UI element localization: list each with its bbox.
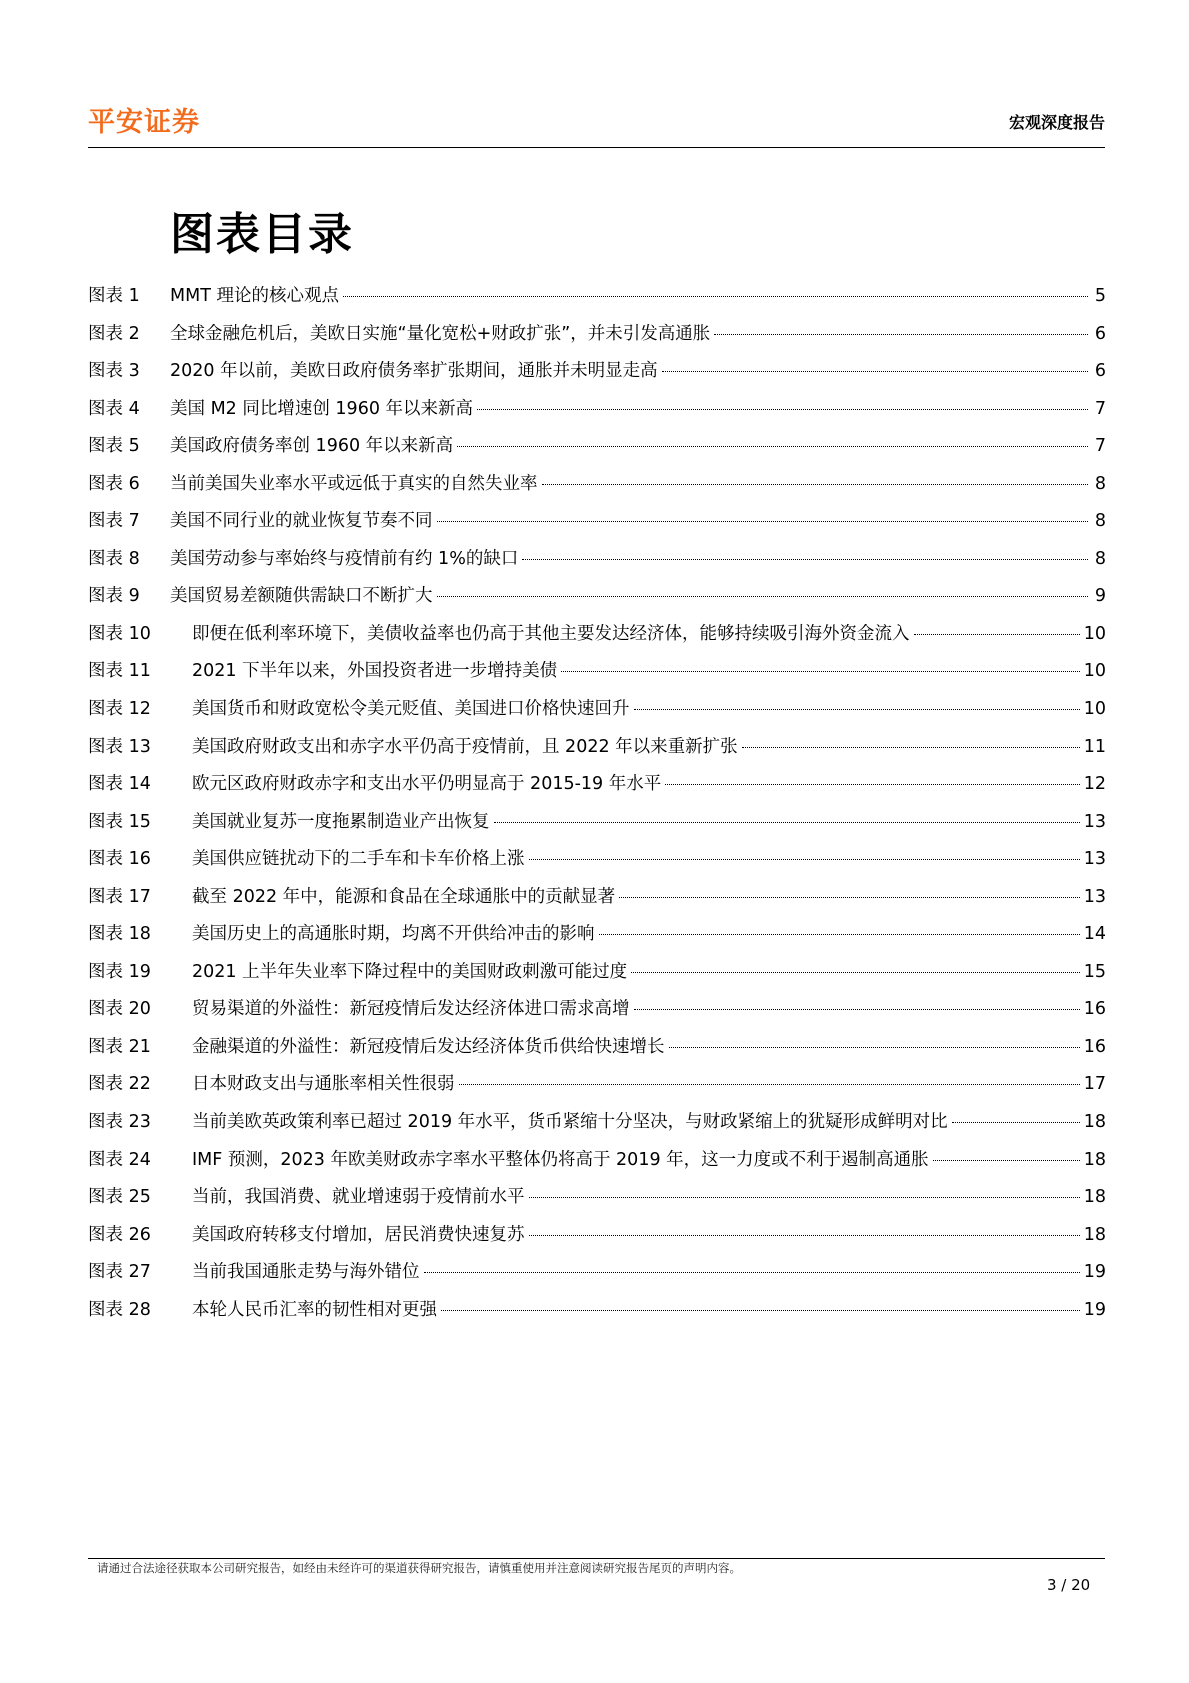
toc-dot-leader	[459, 1084, 1080, 1085]
toc-dot-leader	[529, 1197, 1080, 1198]
toc-entry-page: 18	[1083, 1187, 1106, 1208]
toc-entry-title: 当前我国通胀走势与海外错位	[192, 1262, 420, 1283]
toc-entry[interactable]	[88, 920, 1106, 958]
toc-entry-title: 本轮人民币汇率的韧性相对更强	[192, 1299, 437, 1320]
toc-entry-page: 10	[1083, 699, 1106, 720]
toc-entry-label: 图表 2	[88, 323, 140, 344]
toc-entry-page: 6	[1094, 361, 1106, 382]
toc-entry-page: 16	[1083, 999, 1106, 1020]
toc-dot-leader	[529, 859, 1080, 860]
toc-entry-label: 图表 16	[88, 849, 151, 870]
toc-entry[interactable]	[88, 1146, 1106, 1184]
toc-entry[interactable]	[88, 958, 1106, 996]
toc-entry-title: 美国贸易差额随供需缺口不断扩大	[170, 586, 433, 607]
toc-entry-title: 美国货币和财政宽松令美元贬值、美国进口价格快速回升	[192, 699, 630, 720]
toc-entry-page: 19	[1083, 1299, 1106, 1320]
toc-dot-leader	[522, 559, 1088, 560]
toc-entry-title: MMT 理论的核心观点	[170, 286, 339, 306]
toc-entry-label: 图表 20	[88, 999, 151, 1020]
page-title: 图表目录	[170, 209, 354, 260]
toc-entry[interactable]	[88, 1033, 1106, 1071]
toc-entry-page: 18	[1083, 1149, 1106, 1170]
toc-entry-title: 2021 下半年以来，外国投资者进一步增持美债	[192, 661, 558, 682]
toc-entry-title: 美国不同行业的就业恢复节奏不同	[170, 511, 433, 532]
toc-entry-page: 7	[1094, 398, 1106, 419]
toc-entry-label: 图表 21	[88, 1036, 151, 1057]
toc-entry-label: 图表 28	[88, 1299, 151, 1320]
report-type-label: 宏观深度报告	[1008, 113, 1105, 132]
toc-entry[interactable]	[88, 545, 1106, 583]
toc-dot-leader	[441, 1310, 1080, 1311]
toc-entry-label: 图表 23	[88, 1112, 151, 1133]
toc-entry[interactable]	[88, 282, 1106, 320]
toc-entry-title: 日本财政支出与通胀率相关性很弱	[192, 1074, 455, 1095]
toc-dot-leader	[437, 521, 1089, 522]
toc-entry[interactable]	[88, 1296, 1106, 1334]
toc-entry-page: 6	[1094, 323, 1106, 344]
toc-entry-label: 图表 4	[88, 398, 140, 419]
toc-entry[interactable]	[88, 808, 1106, 846]
toc-entry-page: 7	[1094, 436, 1106, 457]
toc-entry-page: 18	[1083, 1112, 1106, 1133]
toc-entry-page: 8	[1094, 548, 1106, 569]
toc-dot-leader	[634, 709, 1080, 710]
toc-entry-page: 13	[1083, 811, 1106, 832]
toc-entry-label: 图表 14	[88, 774, 151, 795]
header-divider	[88, 147, 1105, 149]
toc-dot-leader	[662, 371, 1088, 372]
toc-entry[interactable]	[88, 1221, 1106, 1259]
toc-entry-title: 美国 M2 同比增速创 1960 年以来新高	[170, 398, 474, 419]
toc-entry-page: 8	[1094, 473, 1106, 494]
toc-entry-page: 15	[1083, 961, 1106, 982]
toc-dot-leader	[665, 784, 1079, 785]
toc-dot-leader	[561, 671, 1080, 672]
toc-entry-title: 美国供应链扰动下的二手车和卡车价格上涨	[192, 849, 525, 870]
toc-dot-leader	[477, 409, 1088, 410]
toc-entry-label: 图表 8	[88, 548, 140, 569]
toc-entry[interactable]	[88, 357, 1106, 395]
toc-entry-label: 图表 18	[88, 924, 151, 945]
toc-entry-page: 10	[1083, 661, 1106, 682]
toc-dot-leader	[952, 1122, 1080, 1123]
toc-entry[interactable]	[88, 320, 1106, 358]
footer-divider	[88, 1558, 1105, 1559]
toc-entry-page: 8	[1094, 511, 1106, 532]
toc-entry-label: 图表 11	[88, 661, 151, 682]
toc-entry[interactable]	[88, 620, 1106, 658]
page-header	[88, 96, 1105, 148]
toc-entry-label: 图表 24	[88, 1149, 151, 1170]
toc-entry[interactable]	[88, 733, 1106, 771]
toc-entry[interactable]	[88, 582, 1106, 620]
toc-dot-leader	[542, 484, 1089, 485]
toc-entry[interactable]	[88, 1258, 1106, 1296]
toc-entry[interactable]	[88, 470, 1106, 508]
toc-entry-title: 美国政府债务率创 1960 年以来新高	[170, 436, 454, 457]
toc-entry-title: 美国劳动参与率始终与疫情前有约 1%的缺口	[170, 548, 519, 569]
toc-entry-label: 图表 26	[88, 1224, 151, 1245]
toc-dot-leader	[619, 897, 1080, 898]
toc-entry-label: 图表 22	[88, 1074, 151, 1095]
toc-dot-leader	[669, 1047, 1080, 1048]
toc-dot-leader	[634, 1009, 1080, 1010]
toc-entry-page: 14	[1083, 924, 1106, 945]
toc-dot-leader	[742, 747, 1080, 748]
toc-entry-label: 图表 17	[88, 886, 151, 907]
toc-entry[interactable]	[88, 432, 1106, 470]
toc-entry-title: IMF 预测，2023 年欧美财政赤字率水平整体仍将高于 2019 年，这一力度或不利于遏制高通胀	[192, 1149, 929, 1170]
page-number: 3 / 20	[1047, 1576, 1091, 1594]
toc-entry-label: 图表 1	[88, 286, 140, 306]
toc-entry-page: 9	[1094, 586, 1106, 607]
toc-entry[interactable]	[88, 657, 1106, 695]
toc-entry-page: 11	[1083, 736, 1106, 757]
toc-entry[interactable]	[88, 1108, 1106, 1146]
toc-entry-title: 即便在低利率环境下，美债收益率也仍高于其他主要发达经济体，能够持续吸引海外资金流入	[192, 623, 910, 644]
toc-dot-leader	[343, 296, 1088, 297]
toc-entry-page: 18	[1083, 1224, 1106, 1245]
toc-entry-label: 图表 13	[88, 736, 151, 757]
toc-list	[88, 282, 1106, 1333]
toc-entry-title: 欧元区政府财政赤字和支出水平仍明显高于 2015-19 年水平	[192, 774, 662, 795]
toc-entry-page: 17	[1083, 1074, 1106, 1095]
toc-dot-leader	[599, 934, 1080, 935]
toc-dot-leader	[437, 596, 1089, 597]
toc-entry-label: 图表 15	[88, 811, 151, 832]
toc-entry-page: 19	[1083, 1262, 1106, 1283]
toc-entry-title: 美国历史上的高通胀时期，均离不开供给冲击的影响	[192, 924, 595, 945]
toc-entry-label: 图表 19	[88, 961, 151, 982]
toc-entry[interactable]	[88, 395, 1106, 433]
toc-dot-leader	[529, 1235, 1080, 1236]
toc-dot-leader	[494, 822, 1080, 823]
toc-entry-label: 图表 5	[88, 436, 140, 457]
toc-entry-label: 图表 9	[88, 586, 140, 607]
toc-entry-title: 美国政府转移支付增加，居民消费快速复苏	[192, 1224, 525, 1245]
company-logo: 平安证券	[88, 107, 200, 138]
toc-entry-page: 13	[1083, 886, 1106, 907]
toc-entry-title: 2020 年以前，美欧日政府债务率扩张期间，通胀并未明显走高	[170, 361, 658, 382]
toc-entry-title: 当前，我国消费、就业增速弱于疫情前水平	[192, 1187, 525, 1208]
toc-entry[interactable]	[88, 883, 1106, 921]
toc-entry-title: 当前美国失业率水平或远低于真实的自然失业率	[170, 473, 538, 494]
toc-dot-leader	[714, 334, 1088, 335]
toc-entry-page: 10	[1083, 623, 1106, 644]
toc-entry-label: 图表 27	[88, 1262, 151, 1283]
toc-dot-leader	[457, 446, 1088, 447]
toc-entry[interactable]	[88, 845, 1106, 883]
toc-entry-label: 图表 10	[88, 623, 151, 644]
toc-dot-leader	[914, 634, 1080, 635]
toc-entry[interactable]	[88, 507, 1106, 545]
footer-disclaimer: 请通过合法途径获取本公司研究报告，如经由未经许可的渠道获得研究报告，请慎重使用并注意阅读研究报告尾页的声明内容。	[97, 1561, 741, 1575]
toc-entry-page: 5	[1094, 286, 1106, 306]
toc-entry[interactable]	[88, 1183, 1106, 1221]
toc-entry-title: 美国就业复苏一度拖累制造业产出恢复	[192, 811, 490, 832]
toc-entry[interactable]	[88, 995, 1106, 1033]
toc-entry-page: 13	[1083, 849, 1106, 870]
toc-dot-leader	[933, 1160, 1080, 1161]
toc-entry-title: 2021 上半年失业率下降过程中的美国财政刺激可能过度	[192, 961, 628, 982]
toc-entry-label: 图表 25	[88, 1187, 151, 1208]
toc-entry[interactable]	[88, 1070, 1106, 1108]
toc-entry-title: 当前美欧英政策利率已超过 2019 年水平，货币紧缩十分坚决，与财政紧缩上的犹疑形成鲜明对比	[192, 1112, 948, 1133]
toc-entry-title: 金融渠道的外溢性：新冠疫情后发达经济体货币供给快速增长	[192, 1036, 665, 1057]
toc-entry-title: 贸易渠道的外溢性：新冠疫情后发达经济体进口需求高增	[192, 999, 630, 1020]
toc-entry-title: 美国政府财政支出和赤字水平仍高于疫情前，且 2022 年以来重新扩张	[192, 736, 738, 757]
toc-entry-page: 12	[1083, 774, 1106, 795]
toc-entry[interactable]	[88, 770, 1106, 808]
toc-entry-title: 截至 2022 年中，能源和食品在全球通胀中的贡献显著	[192, 886, 616, 907]
toc-entry-label: 图表 3	[88, 361, 140, 382]
toc-entry-page: 16	[1083, 1036, 1106, 1057]
toc-entry[interactable]	[88, 695, 1106, 733]
toc-dot-leader	[424, 1272, 1080, 1273]
toc-entry-label: 图表 6	[88, 473, 140, 494]
toc-dot-leader	[631, 972, 1080, 973]
toc-entry-label: 图表 7	[88, 511, 140, 532]
toc-entry-title: 全球金融危机后，美欧日实施“量化宽松+财政扩张”，并未引发高通胀	[170, 323, 711, 344]
toc-entry-label: 图表 12	[88, 699, 151, 720]
